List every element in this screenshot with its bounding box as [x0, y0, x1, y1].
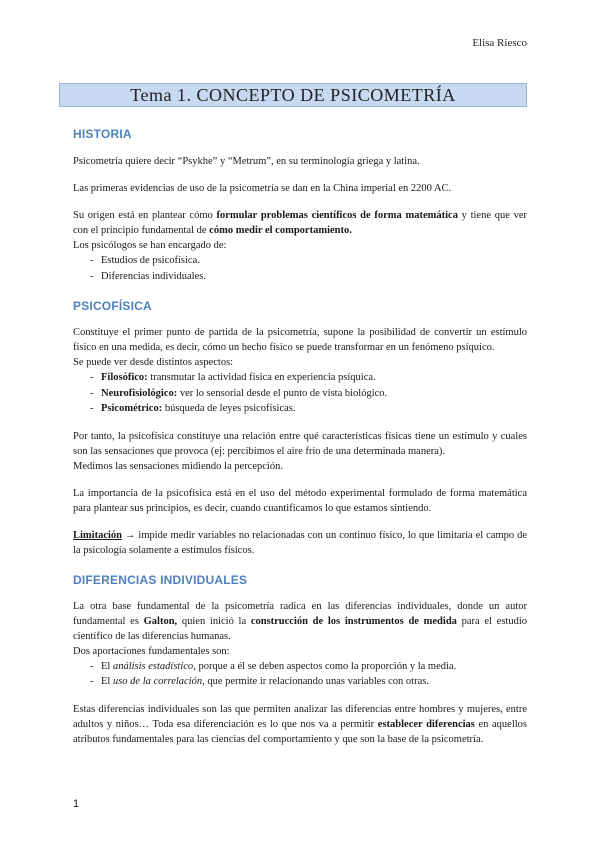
psicofisica-paragraph-1b: Se puede ver desde distintos aspectos: — [73, 357, 234, 368]
list-item: - Neurofisiológico: ver lo sensorial desde el punto de vista biológico. — [73, 386, 527, 402]
psicofisica-paragraph-2: Por tanto, la psicofísica constituye una relación entre qué características físicas tiene un estímulo y cuales son las sensaciones que provoca (ej: percibimos el aire frío de una determinada manera). — [73, 430, 527, 457]
document-body — [73, 127, 527, 747]
historia-list — [73, 253, 527, 284]
diferencias-paragraph-1: La otra base fundamental de la psicometría radica en las diferencias individuales, donde un autor fundamental es Galton, quien inició la construcción de los instrumentos de medida para el estudio científico de las diferencias humanas. — [73, 600, 527, 642]
psicofisica-paragraph-2b: Medimos las sensaciones midiendo la percepción. — [73, 460, 283, 472]
list-item: - El uso de la correlación, que permite ir relacionando unas variables con otras. — [73, 674, 527, 690]
list-item: - Diferencias individuales. — [73, 269, 527, 285]
diferencias-paragraph-2: Dos aportaciones fundamentales son: — [73, 645, 230, 657]
list-item: - Estudios de psicofísica. — [73, 253, 527, 269]
author-name: Elisa Riesco — [472, 37, 527, 49]
historia-paragraph-4: Los psicólogos se han encargado de: — [73, 240, 227, 251]
bold-phrase: cómo medir el comportamiento. — [209, 225, 352, 236]
diferencias-paragraph-3: Estas diferencias individuales son las que permiten analizar las diferencias entre hombres y mujeres, entre adultos y niños… Toda esa diferenciación es lo que nos va a permitir establecer diferencias en aquellos atributos fundamentales para las ciencias del comportamiento y que son la base de la psicometría. — [73, 703, 527, 745]
list-item: - El análisis estadístico, porque a él se deben aspectos como la proporción y la media. — [73, 659, 527, 675]
historia-paragraph-3: Su origen está en plantear cómo formular problemas científicos de forma matemática y tiene que ver con el principio fundamental de cómo medir el comportamiento. — [73, 210, 527, 236]
section-heading-psicofisica: PSICOFÍSICA — [73, 299, 152, 313]
limitation-term: Limitación — [73, 529, 122, 541]
diferencias-list — [73, 659, 527, 690]
psicofisica-paragraph-1: Constituye el primer punto de partida de la psicometría, supone la posibilidad de convertir un estímulo físico en una medida, es decir, cómo un hecho físico se puede transformar en un fenómeno psíquico. — [73, 327, 527, 353]
list-item: - Psicométrico: búsqueda de leyes psicofísicas. — [73, 401, 527, 417]
psicofisica-limitation: Limitación → impide medir variables no relacionadas con un continuo físico, lo que limitaría el campo de la psicología solamente a estímulos físicos. — [73, 529, 527, 556]
section-heading-historia: HISTORIA — [73, 127, 132, 141]
historia-paragraph-2: Las primeras evidencias de uso de la psicometría se dan en la China imperial en 2200 AC. — [73, 183, 452, 194]
psicofisica-list — [73, 370, 527, 417]
psicofisica-paragraph-3: La importancia de la psicofísica está en el uso del método experimental formulado de forma matemática para plantear sus principios, es decir, cuando cuantificamos lo que estamos sintiendo. — [73, 487, 527, 514]
section-heading-diferencias: DIFERENCIAS INDIVIDUALES — [73, 572, 248, 587]
page-number: 1 — [73, 798, 80, 810]
bold-phrase: formular problemas científicos de forma matemática — [216, 210, 458, 221]
historia-paragraph-1: Psicometría quiere decir “Psykhe” y “Metrum”, en su terminología griega y latina. — [73, 156, 420, 167]
page-title: Tema 1. CONCEPTO DE PSICOMETRÍA — [59, 83, 527, 107]
list-item: - Filosófico: transmutar la actividad física en experiencia psíquica. — [73, 370, 527, 386]
